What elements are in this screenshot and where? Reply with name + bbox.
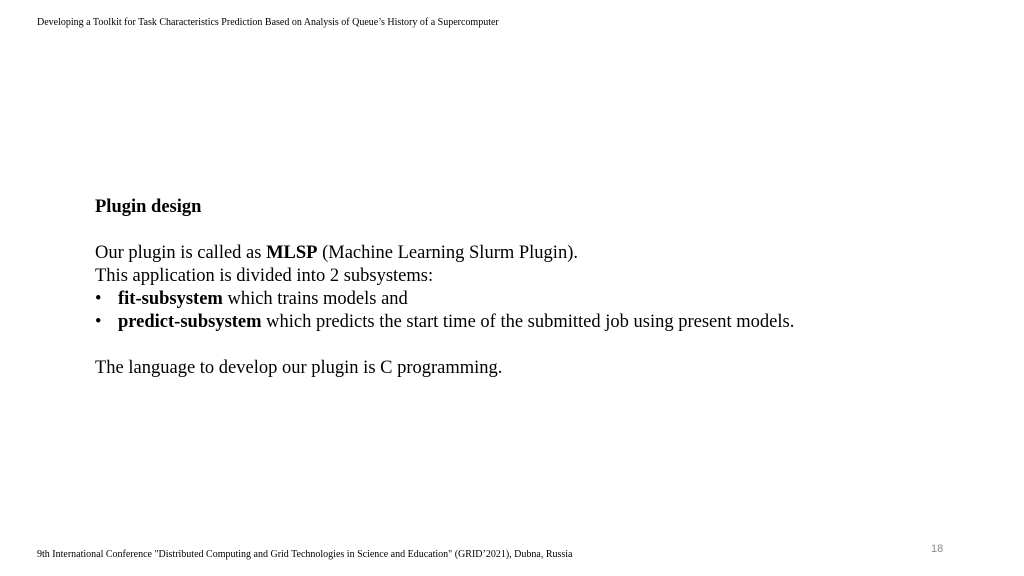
bullet-text: which trains models and [222, 289, 408, 309]
bullet-term: predict-subsystem [118, 312, 262, 332]
bullet-text: which predicts the start time of the submitted job using present models. [261, 312, 795, 332]
bullet-icon: • [95, 312, 102, 332]
bullet-icon: • [95, 289, 102, 309]
slide-footer-conference: 9th International Conference "Distributed Computing and Grid Technologies in Science and Education" (GRID’2021), Dubna, Russia [37, 549, 573, 560]
plugin-name: MLSP [266, 243, 318, 263]
slide-number: 18 [931, 543, 944, 555]
spacer [95, 219, 975, 242]
spacer [95, 334, 975, 357]
intro-suffix: (Machine Learning Slurm Plugin). [317, 243, 578, 263]
bullet-term: fit-subsystem [118, 289, 223, 309]
bullet-item-fit [95, 288, 975, 311]
intro-line [95, 242, 975, 265]
slide-header-title: Developing a Toolkit for Task Characteristics Prediction Based on Analysis of Queue’s History of a Supercomputer [37, 17, 499, 28]
language-line: The language to develop our plugin is C programming. [95, 358, 503, 378]
intro-prefix: Our plugin is called as [95, 243, 267, 263]
slide-body [95, 196, 975, 380]
divided-line: This application is divided into 2 subsystems: [95, 266, 434, 286]
bullet-item-predict [95, 311, 975, 334]
section-heading: Plugin design [95, 197, 202, 217]
